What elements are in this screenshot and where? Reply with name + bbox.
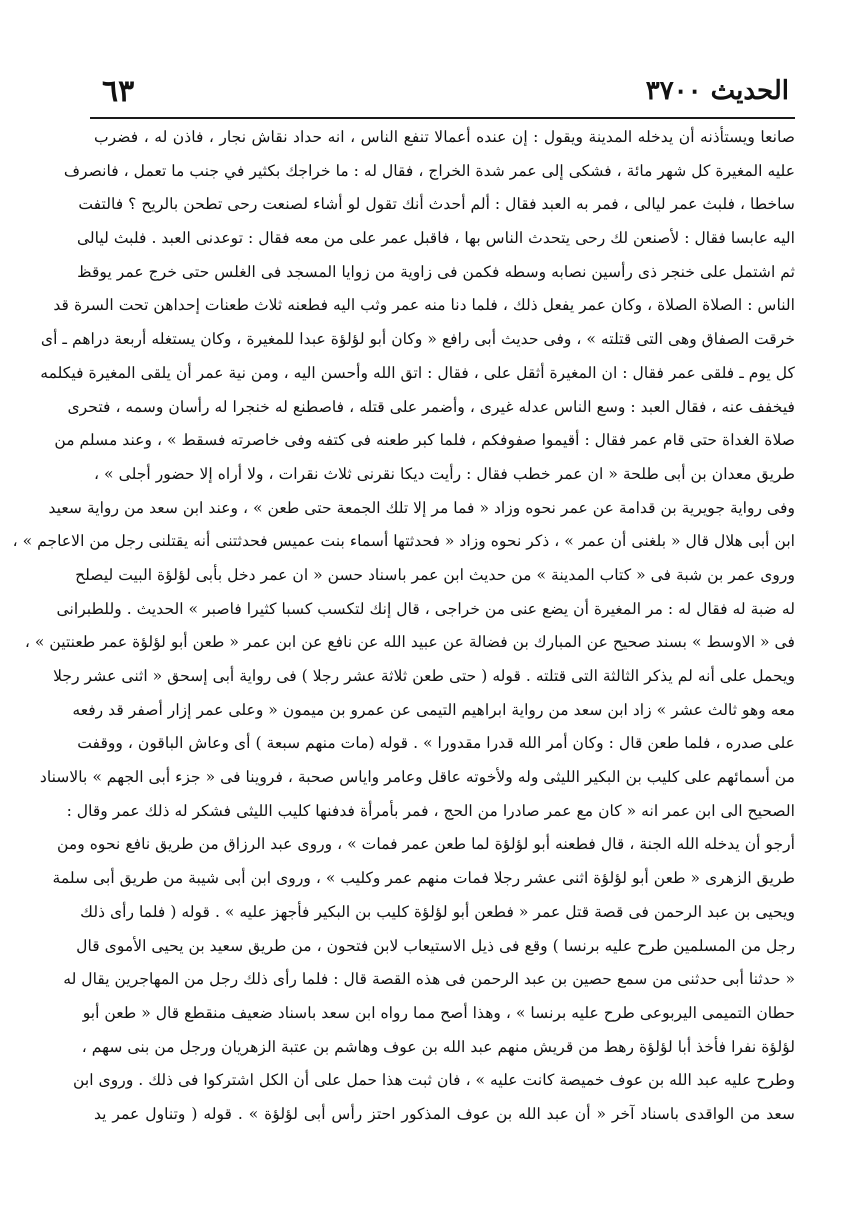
text-line: ثم اشتمل على خنجر ذى رأسين نصابه وسطه فكمن فى زاوية من زوايا المسجد فى الغلس حتى خرج عمر يوقظ (77, 262, 795, 281)
text-line: على صدره ، فلما طعن قال : وكان أمر الله قدرا مقدورا » . قوله (مات منهم سبعة ) أى وعاش الباقون ، ووقفت (77, 734, 795, 753)
header-rule (90, 117, 795, 119)
text-line: حطان التميمى اليربوعى طرح عليه برنسا » ، وهذا أصح مما رواه ابن سعد باسناد ضعيف منقطع قال « طعن أبو (82, 1003, 795, 1022)
text-line: عليه المغيرة كل شهر مائة ، فشكى إلى عمر شدة الخراج ، فقال له : ما خراجك بكثير في جنب ما تعمل ، فانصرف (63, 161, 795, 180)
text-line: خرقت الصفاق وهى التى قتلته » ، وفى حديث أبى رافع « وكان أبو لؤلؤة عبدا للمغيرة ، وكان يستغله أربعة دراهم ـ أى (40, 330, 795, 349)
text-line: فى « الاوسط » بسند صحيح عن المبارك بن فضالة عن عبيد الله عن نافع عن ابن عمر « طعن أبو لؤلؤة عمر طعنتين » ، (24, 633, 795, 652)
text-line: طريق الزهرى « طعن أبو لؤلؤة اثنى عشر رجلا فمات منهم عمر وكليب » ، وروى ابن أبى شيبة من طريق أبى سلمة (52, 869, 795, 888)
text-line: صلاة الغداة حتى قام عمر فقال : أقيموا صفوفكم ، فلما كبر طعنه فى كتفه وفى خاصرته فسقط » ، وعند مسلم من (54, 431, 795, 450)
text-line: وروى عمر بن شبة فى « كتاب المدينة » من حديث ابن عمر باسناد حسن « ان عمر دخل بأبى لؤلؤة البيت ليصلح (75, 565, 795, 584)
text-line: لؤلؤة نفرا فأخذ أبا لؤلؤة رهط من قريش منهم عبد الله بن عوف وهاشم بن عتبة الزهريان ورجل من بنى سهم ، (81, 1037, 795, 1056)
text-line: الصحيح الى ابن عمر انه « كان مع عمر صادرا من الحج ، فمر بأمرأة فدفنها كليب الليثى فشكر له ذلك عمر وقال : (66, 801, 795, 820)
text-line: ابن أبى هلال قال « بلغنى أن عمر » ، ذكر نحوه وزاد « فحدثتها أسماء بنت عميس فحدثتنى أنه يقتلنى رجل من الاعاجم » ، (12, 532, 795, 551)
text-line: رجل من المسلمين طرح عليه برنسا ) وقع فى ذيل الاستيعاب لابن فتحون ، من طريق سعيد بن يحيى الأموى قال (76, 936, 795, 955)
text-line: ساخطا ، فلبث عمر ليالى ، فمر به العبد فقال : ألم أحدث أنك تقول لو أشاء لصنعت رحى تطحن بالريح ؟ فالتفت (78, 195, 795, 214)
text-line: له ضبة له فقال له : مر المغيرة أن يضع عنى من خراجى ، قال إنك لتكسب كسبا كثيرا فاصبر » الحديث . وللطبرانى (56, 599, 795, 618)
text-line: « حدثنا أبى حدثنى من سمع حصين بن عبد الرحمن فى هذه القصة قال : فلما رأى ذلك رجل من المهاجرين يقال له (63, 970, 795, 989)
text-line: أرجو أن يدخله الله الجنة ، قال فطعنه أبو لؤلؤة لما طعن عمر فمات » ، وروى عبد الرزاق من طريق نافع نحوه ومن (57, 835, 795, 854)
body-text (12, 121, 795, 1132)
text-line: وفى رواية جويرية بن قدامة عن عمر نحوه وزاد « فما مر إلا تلك الجمعة حتى طعن » ، وعند ابن سعد من رواية سعيد (48, 498, 795, 517)
text-line: ويحمل على أنه لم يذكر الثالثة التى قتلته . قوله ( حتى طعن ثلاثة عشر رجلا ) فى رواية أبى إسحق « اثنى عشر رجلا (53, 667, 795, 685)
text-line: من أسمائهم على كليب بن البكير الليثى وله ولأخوته عاقل وعامر واياس صحبة ، فروينا فى « جزء أبى الجهم » بالاسناد (39, 768, 795, 787)
text-line: صانعا ويستأذنه أن يدخله المدينة ويقول : إن عنده أعمالا تنفع الناس ، انه حداد نقاش نجار ، فاذن له ، فضرب (94, 128, 795, 146)
text-line: وطرح عليه عبد الله بن عوف خميصة كانت عليه » ، فان ثبت هذا حمل على أن الكل اشتركوا فى ذلك . وروى ابن (73, 1071, 795, 1090)
text-line: طريق معدان بن أبى طلحة « ان عمر خطب فقال : رأيت ديكا نقرنى ثلاث نقرات ، ولا أراه إلا حضور أجلى » ، (94, 464, 795, 483)
text-line: معه وهو ثالث عشر » زاد ابن سعد من رواية ابراهيم التيمى عن عمرو بن ميمون « وعلى عمر إزار أصفر قد رفعه (72, 700, 795, 719)
page-header (88, 72, 793, 116)
page-number: ٦٣ (102, 74, 135, 109)
running-title: الحديث ٣٧٠٠ (645, 76, 789, 106)
text-line: كل يوم ـ فلقى عمر فقال : ان المغيرة أثقل على ، فقال : اتق الله وأحسن اليه ، ومن نية عمر أن يلقى المغيرة فيكلمه (40, 363, 795, 382)
text-line: ويحيى بن عبد الرحمن فى قصة قتل عمر « فطعن أبو لؤلؤة كليب بن البكير فأجهز عليه » . قوله ( فلما رأى ذلك (80, 902, 795, 921)
text-line: الناس : الصلاة الصلاة ، وكان عمر يفعل ذلك ، فلما دنا منه عمر وثب اليه فطعنه ثلاث طعنات إحداهن تحت السرة قد (53, 296, 795, 315)
text-line: فيخفف عنه ، فقال العبد : وسع الناس عدله غيرى ، وأضمر على قتله ، فاصطنع له خنجرا له رأسان وسمه ، فتحرى (67, 397, 795, 416)
text-line: اليه عابسا فقال : لأصنعن لك رحى يتحدث الناس بها ، فاقبل عمر على من معه فقال : توعدنى العبد . فلبث ليالى (76, 229, 795, 248)
text-line: سعد من الواقدى باسناد آخر « أن عبد الله بن عوف المذكور احتز رأس أبى لؤلؤة » . قوله ( وتناول عمر يد (94, 1104, 795, 1123)
